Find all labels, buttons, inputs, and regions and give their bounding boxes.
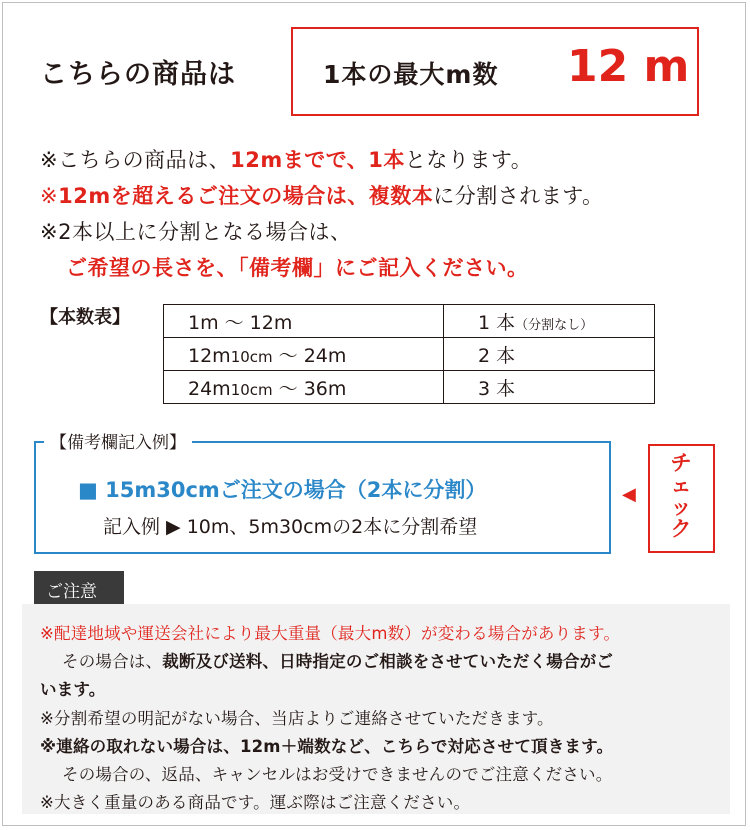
- note-1-text-c: となります。: [404, 148, 533, 172]
- note-line-1: [40, 144, 532, 174]
- note-2-text-c: に分割されます。: [433, 184, 604, 208]
- max-length-label: 1本の最大m数: [323, 60, 499, 89]
- intro-heading: こちらの商品は: [40, 59, 236, 90]
- count-note: （分割なし）: [515, 317, 594, 333]
- table-row: [164, 338, 655, 371]
- arrow-left-icon: ◀: [622, 484, 636, 505]
- range-text-end: ～ 24m: [272, 344, 347, 367]
- range-cell: [164, 371, 444, 404]
- table-row: [164, 305, 655, 338]
- caution-line-5: ※連絡の取れない場合は、12m＋端数など、こちらで対応させて頂きます。: [40, 737, 614, 756]
- note-1-text-a: ※こちらの商品は、: [40, 148, 231, 172]
- caution-line-7: ※大きく重量のある商品です。運ぶ際はご注意ください。: [40, 793, 471, 812]
- range-text-end: ～ 36m: [272, 377, 347, 400]
- count-cell: [444, 371, 655, 404]
- caution-label: ご注意: [46, 582, 97, 602]
- range-cell: [164, 305, 444, 338]
- range-small-text: 10cm: [230, 347, 273, 366]
- count-text: 1 本: [478, 311, 516, 334]
- range-text: 12m: [188, 344, 231, 367]
- example-title: 【備考欄記入例】: [44, 428, 192, 453]
- note-1-highlight: 12mまでで、1本: [230, 148, 405, 172]
- note-2-highlight: 12mを超えるご注文の場合は、複数本: [58, 184, 434, 208]
- count-cell: [444, 305, 655, 338]
- table-title: 【本数表】: [40, 307, 130, 328]
- note-line-2: [40, 180, 604, 210]
- range-text: 1m ～ 12m: [188, 311, 293, 334]
- example-heading: ■ 15m30cmご注文の場合（2本に分割）: [78, 478, 487, 502]
- range-text: 24m: [188, 377, 231, 400]
- caution-line-4: ※分割希望の明記がない場合、当店よりご連絡させていただきます。: [40, 709, 554, 728]
- caution-2-bold: 裁断及び送料、日時指定のご相談をさせていただく場合がご: [162, 652, 614, 671]
- note-2-mark: ※: [40, 184, 59, 208]
- caution-line-1: ※配達地域や運送会社により最大重量（最大m数）が変わる場合があります。: [40, 624, 621, 643]
- caution-line-6: その場合の、返品、キャンセルはお受けできませんのでご注意ください。: [62, 765, 613, 784]
- range-cell: [164, 338, 444, 371]
- count-text: 2 本: [478, 344, 516, 367]
- table-row: [164, 371, 655, 404]
- max-length-value: 12 m: [567, 41, 690, 92]
- quantity-table: [163, 304, 655, 404]
- caution-line-3: います。: [40, 680, 106, 699]
- check-label: チェック: [670, 451, 692, 541]
- note-line-3: ※2本以上に分割となる場合は、: [40, 220, 352, 244]
- example-entry: 記入例 ▶ 10m、5m30cmの2本に分割希望: [103, 516, 478, 538]
- note-line-4: ご希望の長さを、「備考欄」にご記入ください。: [66, 256, 529, 280]
- count-text: 3 本: [478, 377, 516, 400]
- caution-line-2: [62, 648, 613, 672]
- caution-2-text: その場合は、: [62, 652, 163, 671]
- count-cell: [444, 338, 655, 371]
- range-small-text: 10cm: [230, 380, 273, 399]
